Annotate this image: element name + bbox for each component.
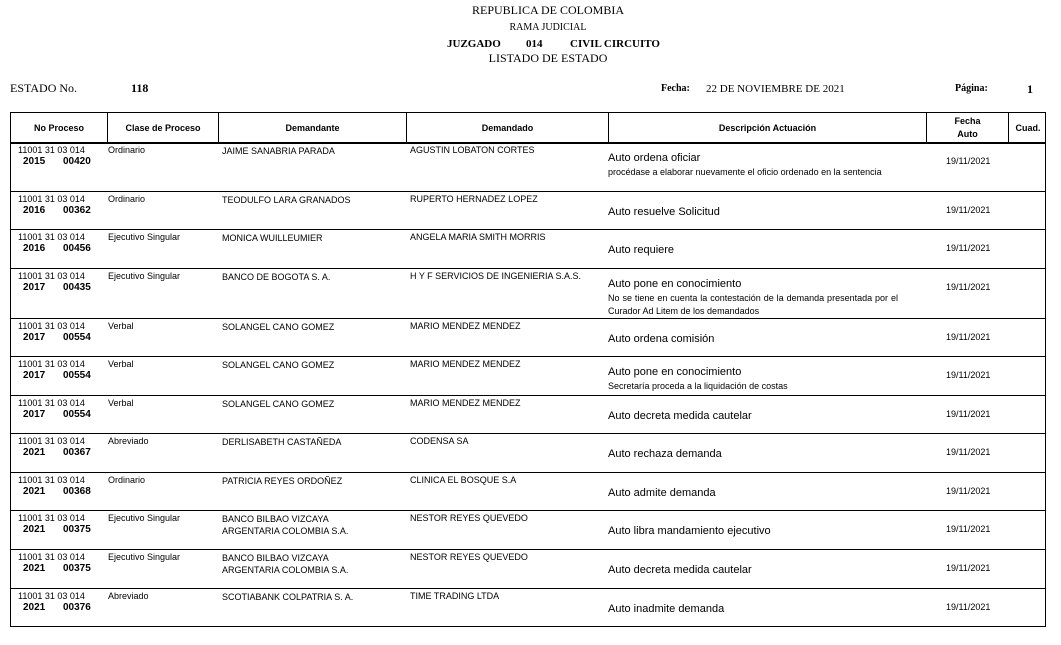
table-row (11, 434, 1045, 473)
table-row (11, 230, 1045, 269)
demandante: BANCO DE BOGOTA S. A. (222, 272, 331, 282)
fecha-auto: 19/11/2021 (946, 156, 991, 166)
actuacion: Auto pone en conocimiento (608, 278, 742, 290)
fecha-auto: 19/11/2021 (946, 205, 991, 215)
proceso-number: 00367 (63, 447, 91, 458)
proceso-year: 2021 (23, 486, 46, 497)
fecha-auto: 19/11/2021 (946, 447, 991, 457)
table-row (11, 357, 1045, 396)
radicado: 11001 31 03 014 (18, 271, 85, 281)
proceso-year: 2016 (23, 205, 46, 216)
proceso-number: 00554 (63, 370, 91, 381)
clase-proceso: Verbal (108, 398, 134, 408)
actuacion: Auto pone en conocimiento (608, 366, 742, 378)
actuacion: Auto ordena comisión (608, 333, 715, 345)
actuacion: Auto admite demanda (608, 487, 716, 499)
actuacion: Auto libra mandamiento ejecutivo (608, 525, 771, 537)
actuacion: Auto inadmite demanda (608, 603, 725, 615)
proceso-number: 00368 (63, 486, 91, 497)
demandante: BANCO BILBAO VIZCAYA ARGENTARIA COLOMBIA S.A. (222, 514, 349, 536)
demandado: AGUSTIN LOBATON CORTES (410, 145, 535, 155)
radicado: 11001 31 03 014 (18, 552, 85, 562)
clase-proceso: Ejecutivo Singular (108, 271, 181, 281)
actuacion: Auto rechaza demanda (608, 448, 722, 460)
clase-proceso: Ejecutivo Singular (108, 552, 181, 562)
radicado: 11001 31 03 014 (18, 145, 85, 155)
demandado: CLINICA EL BOSQUE S.A (410, 475, 517, 485)
estado-table (10, 112, 1046, 627)
demandante: TEODULFO LARA GRANADOS (222, 195, 351, 205)
demandado: ANGELA MARIA SMITH MORRIS (410, 232, 546, 242)
juzgado-type: CIVIL CIRCUITO (570, 38, 660, 50)
demandante: SOLANGEL CANO GOMEZ (222, 399, 335, 409)
fecha-label: Fecha: (661, 83, 690, 94)
demandado: MARIO MENDEZ MENDEZ (410, 359, 521, 369)
proceso-year: 2016 (23, 243, 46, 254)
demandante: JAIME SANABRIA PARADA (222, 146, 335, 156)
proceso-year: 2021 (23, 602, 46, 613)
radicado: 11001 31 03 014 (18, 436, 85, 446)
clase-proceso: Ordinario (108, 145, 146, 155)
proceso-number: 00375 (63, 524, 91, 535)
proceso-year: 2017 (23, 409, 46, 420)
proceso-number: 00362 (63, 205, 91, 216)
demandante: PATRICIA REYES ORDOÑEZ (222, 476, 343, 486)
table-row (11, 511, 1045, 550)
juzgado-number: 014 (526, 38, 543, 50)
proceso-year: 2017 (23, 282, 46, 293)
demandado: CODENSA SA (410, 436, 469, 446)
col-clase: Clase de Proceso (108, 113, 219, 143)
demandante: BANCO BILBAO VIZCAYA ARGENTARIA COLOMBIA S.A. (222, 553, 349, 575)
fecha-auto: 19/11/2021 (946, 409, 991, 419)
clase-proceso: Abreviado (108, 591, 149, 601)
radicado: 11001 31 03 014 (18, 359, 85, 369)
actuacion: Auto requiere (608, 244, 675, 256)
col-no-proceso: No Proceso (11, 113, 108, 143)
estado-number: 118 (131, 81, 149, 95)
page-title: LISTADO DE ESTADO (488, 51, 608, 65)
demandante: SOLANGEL CANO GOMEZ (222, 360, 335, 370)
table-row (11, 192, 1045, 230)
demandante: SOLANGEL CANO GOMEZ (222, 322, 335, 332)
col-cuad: Cuad. (1015, 122, 1041, 133)
demandado: NESTOR REYES QUEVEDO (410, 552, 528, 562)
table-row (11, 550, 1045, 589)
fecha-auto: 19/11/2021 (946, 243, 991, 253)
clase-proceso: Verbal (108, 321, 134, 331)
proceso-year: 2017 (23, 370, 46, 381)
table-row (11, 589, 1045, 628)
demandado: MARIO MENDEZ MENDEZ (410, 398, 521, 408)
radicado: 11001 31 03 014 (18, 513, 85, 523)
col-descripcion: Descripción Actuación (609, 113, 927, 143)
proceso-year: 2015 (23, 156, 46, 167)
clase-proceso: Ejecutivo Singular (108, 513, 181, 523)
table-row (11, 396, 1045, 434)
demandado: TIME TRADING LTDA (410, 591, 500, 601)
proceso-number: 00554 (63, 409, 91, 420)
demandado: MARIO MENDEZ MENDEZ (410, 321, 521, 331)
table-row (11, 269, 1045, 319)
actuacion-detalle: Secretaría proceda a la liquidación de costas (608, 381, 788, 391)
actuacion: Auto decreta medida cautelar (608, 410, 752, 422)
demandante: DERLISABETH CASTAÑEDA (222, 437, 342, 447)
demandado: H Y F SERVICIOS DE INGENIERIA S.A.S. (410, 271, 582, 281)
demandado: NESTOR REYES QUEVEDO (410, 513, 528, 523)
radicado: 11001 31 03 014 (18, 232, 85, 242)
col-demandante: Demandante (219, 113, 407, 143)
proceso-year: 2021 (23, 524, 46, 535)
fecha-auto: 19/11/2021 (946, 486, 991, 496)
fecha-auto: 19/11/2021 (946, 524, 991, 534)
table-row (11, 473, 1045, 511)
pagina-label: Página: (955, 83, 988, 94)
proceso-number: 00375 (63, 563, 91, 574)
col-fecha-auto: Fecha Auto (927, 113, 1009, 143)
header-republica: REPUBLICA DE COLOMBIA (471, 3, 624, 17)
col-demandado: Demandado (407, 113, 609, 143)
clase-proceso: Ordinario (108, 475, 146, 485)
clase-proceso: Verbal (108, 359, 134, 369)
proceso-number: 00376 (63, 602, 91, 613)
demandante: SCOTIABANK COLPATRIA S. A. (222, 592, 354, 602)
demandante: MONICA WUILLEUMIER (222, 233, 323, 243)
table-row (11, 143, 1045, 192)
fecha-value: 22 DE NOVIEMBRE DE 2021 (706, 83, 845, 95)
table-row (11, 319, 1045, 357)
clase-proceso: Ordinario (108, 194, 146, 204)
demandado: RUPERTO HERNADEZ LOPEZ (410, 194, 538, 204)
radicado: 11001 31 03 014 (18, 398, 85, 408)
actuacion: Auto resuelve Solicitud (608, 206, 720, 218)
radicado: 11001 31 03 014 (18, 475, 85, 485)
proceso-number: 00456 (63, 243, 91, 254)
proceso-year: 2021 (23, 563, 46, 574)
actuacion: Auto decreta medida cautelar (608, 564, 752, 576)
radicado: 11001 31 03 014 (18, 321, 85, 331)
fecha-auto: 19/11/2021 (946, 282, 991, 292)
radicado: 11001 31 03 014 (18, 194, 85, 204)
proceso-number: 00554 (63, 332, 91, 343)
pagina-value: 1 (1027, 82, 1033, 96)
proceso-year: 2017 (23, 332, 46, 343)
header-rama: RAMA JUDICIAL (509, 22, 587, 33)
actuacion-detalle: procédase a elaborar nuevamente el oficio ordenado en la sentencia (608, 167, 882, 177)
estado-label: ESTADO No. (10, 81, 78, 95)
actuacion: Auto ordena oficiar (608, 152, 701, 164)
clase-proceso: Ejecutivo Singular (108, 232, 181, 242)
fecha-auto: 19/11/2021 (946, 602, 991, 612)
fecha-auto: 19/11/2021 (946, 332, 991, 342)
juzgado-label: JUZGADO (447, 38, 501, 50)
actuacion-detalle: No se tiene en cuenta la contestación de la demanda presentada por el Curador Ad Litem de los demandados (608, 293, 898, 316)
proceso-number: 00420 (63, 156, 91, 167)
fecha-auto: 19/11/2021 (946, 370, 991, 380)
proceso-year: 2021 (23, 447, 46, 458)
fecha-auto: 19/11/2021 (946, 563, 991, 573)
radicado: 11001 31 03 014 (18, 591, 85, 601)
proceso-number: 00435 (63, 282, 91, 293)
clase-proceso: Abreviado (108, 436, 149, 446)
